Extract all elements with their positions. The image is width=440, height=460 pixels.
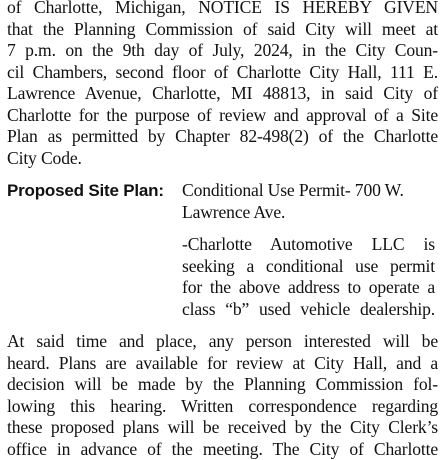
text-line: Charlotte for the purpose of review and approval of a Site — [7, 105, 438, 127]
text-line: that the Planning Commission of said City will meet at — [7, 19, 438, 41]
text-line: City Code. — [7, 148, 438, 170]
text-line: At said time and place, any person interested will be — [7, 331, 438, 353]
site-plan-label: Proposed Site Plan: — [7, 180, 164, 202]
text-line: office in advance of the meeting. The City of Charlotte — [7, 439, 438, 460]
text-line: 7 p.m. on the 9th day of July, 2024, in the City Coun- — [7, 40, 438, 62]
site-plan-body — [182, 180, 435, 320]
intro-paragraph — [7, 0, 438, 169]
text-line: cil Chambers, second floor of Charlotte City Hall, 111 E. — [7, 62, 438, 84]
paragraph-gap — [7, 169, 438, 180]
permit-line: Lawrence Ave. — [182, 202, 435, 224]
text-line: lowing this hearing. Written correspondence regarding — [7, 396, 438, 418]
description-line: class “b” used vehicle dealership. — [182, 299, 435, 321]
text-line: decision will be made by the Planning Commission fol- — [7, 374, 438, 396]
paragraph-gap — [7, 320, 438, 331]
text-line: Plan as permitted by Chapter 82-498(2) of the Charlotte — [7, 126, 438, 148]
text-line: Lawrence Avenue, Charlotte, MI 48813, in said City of — [7, 83, 438, 105]
permit-line: Conditional Use Permit- 700 W. — [182, 180, 435, 202]
text-line: these proposed plans will be received by the City Clerk’s — [7, 417, 438, 439]
text-line: heard. Plans are available for review at City Hall, and a — [7, 353, 438, 375]
description-line: for the above address to operate a — [182, 277, 435, 299]
site-plan-section — [7, 180, 438, 320]
paragraph-gap — [182, 223, 435, 234]
description-line: -Charlotte Automotive LLC is — [182, 234, 435, 256]
text-line: of Charlotte, Michigan, NOTICE IS HEREBY GIVEN — [7, 0, 438, 19]
closing-paragraph — [7, 331, 438, 460]
description-line: seeking a conditional use permit — [182, 256, 435, 278]
